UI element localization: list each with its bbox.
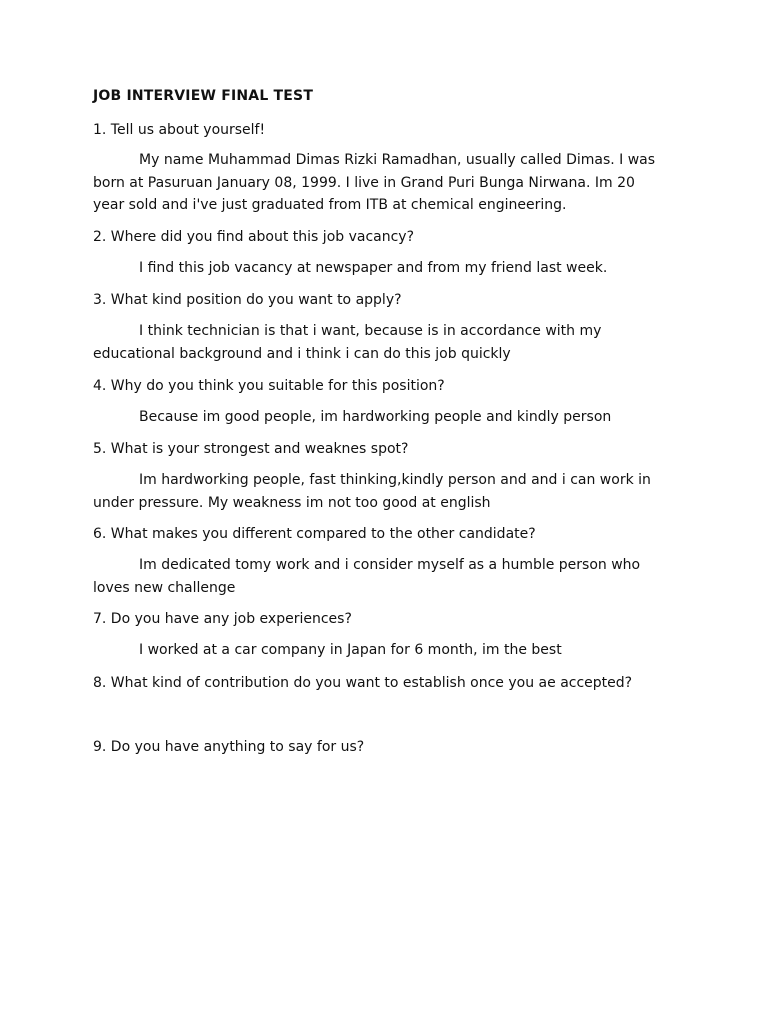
- answer-6: Im dedicated tomy work and i consider myself as a humble person who loves new challenge: [93, 557, 641, 596]
- answer-7: I worked at a car company in Japan for 6 month, im the best: [139, 642, 562, 658]
- question-9: 9. Do you have anything to say for us?: [93, 739, 365, 755]
- answer-5: Im hardworking people, fast thinking,kindly person and and i can work in under pressure. My weakness im not too good at english: [93, 472, 651, 511]
- answer-2: I find this job vacancy at newspaper and from my friend last week.: [139, 260, 608, 276]
- question-3: 3. What kind position do you want to apply?: [93, 292, 402, 308]
- question-7: 7. Do you have any job experiences?: [93, 611, 352, 627]
- question-4: 4. Why do you think you suitable for this position?: [93, 378, 445, 394]
- question-1: 1. Tell us about yourself!: [93, 122, 266, 138]
- document-title: JOB INTERVIEW FINAL TEST: [93, 88, 314, 104]
- answer-1: My name Muhammad Dimas Rizki Ramadhan, usually called Dimas. I was born at Pasuruan January 08, 1999. I live in Grand Puri Bunga Nirwana. Im 20 year sold and i've just graduated from ITB at chemical engineering.: [93, 152, 656, 213]
- question-8: 8. What kind of contribution do you want to establish once you ae accepted?: [93, 675, 633, 691]
- question-2: 2. Where did you find about this job vacancy?: [93, 229, 415, 245]
- answer-3: I think technician is that i want, because is in accordance with my educational background and i think i can do this job quickly: [93, 323, 602, 362]
- question-6: 6. What makes you different compared to the other candidate?: [93, 526, 536, 542]
- answer-4: Because im good people, im hardworking people and kindly person: [139, 409, 612, 425]
- question-5: 5. What is your strongest and weaknes spot?: [93, 441, 409, 457]
